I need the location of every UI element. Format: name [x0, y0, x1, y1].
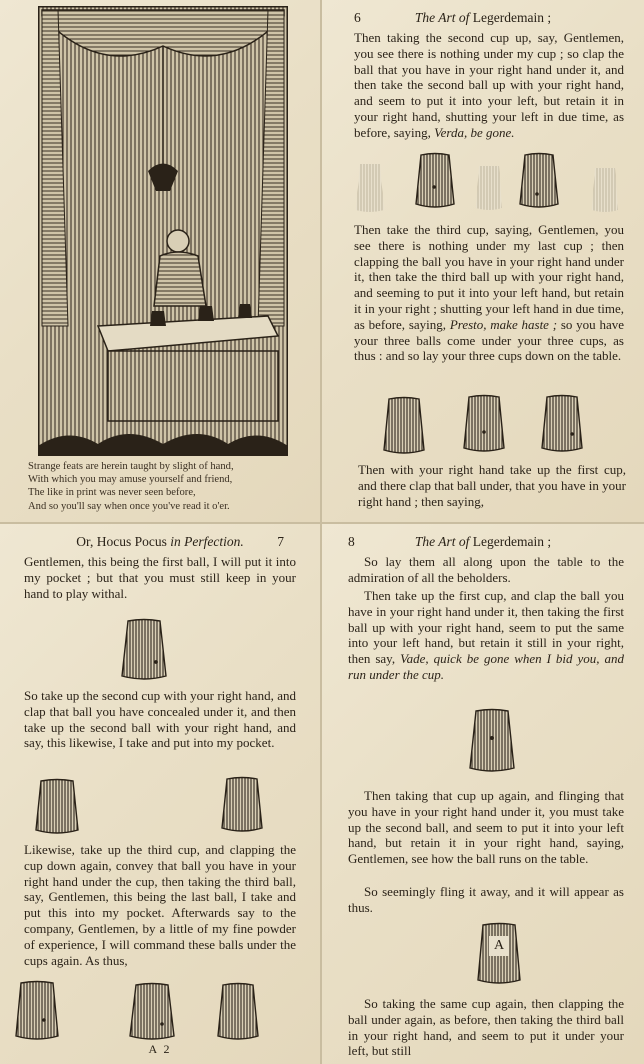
paragraph: Then take the third cup, saying, Gentlemen, you see there is nothing under my last cup ; then clapping the ball you have in your right hand under it, then take the third ball up with your right hand, and seeming to put it into your left hand, but retain it in your right ; shutting your left hand in due time, as before, saying, Presto, make haste ; so you have your three balls come under your three cups, as thus : and so lay your three cups down on the table. — [354, 222, 624, 364]
paragraph: So take up the second cup with your right hand, and clap that ball you have concealed under it, and then take up the second ball with your right hand, and say, this likewise, I take and put into my pocket. — [24, 688, 296, 751]
paragraph: So lay them all along upon the table to the admiration of all the beholders. — [348, 554, 624, 585]
signature-mark: A 2 — [148, 1042, 172, 1056]
paragraph: Then take up the first cup, and clap the ball you have in your right hand under it, then taking the first ball up with your right hand, seem to put the same into your left hand, but retain it still in your right, then say, Vade, quick be gone when I bid you, and run under the cup. — [348, 588, 624, 682]
caption-line: And so you'll say when once you've read it o'er. — [28, 500, 230, 512]
faint-cup-icon — [474, 164, 504, 212]
paragraph: So taking the same cup again, then clapping the ball under again, as before, then taking the third ball in your right hand, and seem to put it under your left, but still — [348, 996, 624, 1059]
paragraph: So seemingly fling it away, and it will appear as thus. — [348, 884, 624, 915]
page-number: 7 — [277, 534, 284, 549]
faint-cup-icon — [590, 166, 620, 214]
running-title: Or, Hocus Pocus in Perfection. — [76, 534, 244, 549]
cup-icon — [382, 396, 426, 456]
running-title: The Art of Legerdemain ; — [414, 10, 552, 25]
paragraph: Then taking that cup up again, and flinging that you have in your right hand under it, you must take up the second ball, and seem to put it into your left hand, but retain it in your right hand, saying, Gentlemen, see how the ball runs on the table. — [348, 788, 624, 867]
page-frontispiece — [0, 0, 320, 522]
frontispiece-caption — [28, 460, 313, 513]
cup-icon — [220, 776, 264, 834]
cup-icon — [462, 394, 506, 454]
cup-icon — [414, 152, 456, 210]
paragraph: Then taking the second cup up, say, Gentlemen, you see there is nothing under my cup ; so clap the ball that you have in your right hand under it, and then take the second ball up with your right hand, and seem to put it into your left, but retain it in your right hand, shutting your left in due time, as before, saying, Verda, be gone. — [354, 30, 624, 140]
cup-icon — [120, 618, 168, 682]
cups-illustration — [0, 614, 320, 684]
page-6 — [322, 0, 644, 522]
cups-illustration — [322, 704, 644, 778]
cup-letter: A — [494, 938, 505, 953]
cups-illustration — [0, 978, 320, 1044]
cup-icon — [468, 708, 516, 774]
paragraph: Then with your right hand take up the first cup, and there clap that ball under, that you have in your right hand ; then saying, — [358, 462, 626, 509]
page-header — [322, 534, 644, 554]
woodcut-illustration — [38, 6, 288, 456]
cup-icon — [476, 922, 522, 986]
cups-illustration — [0, 774, 320, 838]
running-title: The Art of Legerdemain ; — [414, 534, 552, 549]
cup-icon — [128, 982, 176, 1042]
paragraph: Likewise, take up the third cup, and clapping the cup down again, convey that ball you have in your right hand under the cup, then taking the third ball, say, Gentlemen, this being the last ball, I take and put this into my pocket. Afterwards say to the company, Gentlemen, by a little of my fine powder of experience, I will command these balls under the cups again. As thus, — [24, 842, 296, 968]
faint-cup-icon — [354, 162, 386, 214]
cup-icon — [216, 982, 260, 1042]
cup-icon — [518, 152, 560, 210]
cup-icon — [34, 778, 80, 836]
cups-illustration — [322, 150, 644, 220]
page-number: 6 — [354, 10, 361, 25]
cup-icon — [540, 394, 584, 454]
cups-illustration — [322, 392, 644, 458]
paragraph: Gentlemen, this being the first ball, I will put it into my pocket ; but that you must still keep in your hand to play withal. — [24, 554, 296, 601]
caption-line: Strange feats are herein taught by slight of hand, — [28, 461, 234, 472]
page-8 — [322, 524, 644, 1064]
caption-line: The like in print was never seen before, — [28, 487, 196, 499]
page-number: 8 — [348, 534, 355, 549]
cups-illustration — [322, 920, 644, 990]
page-header — [322, 10, 644, 30]
page-7 — [0, 524, 320, 1064]
page-header — [0, 534, 320, 554]
caption-line: With which you may amuse yourself and friend, — [28, 474, 233, 486]
cup-icon — [14, 980, 60, 1042]
